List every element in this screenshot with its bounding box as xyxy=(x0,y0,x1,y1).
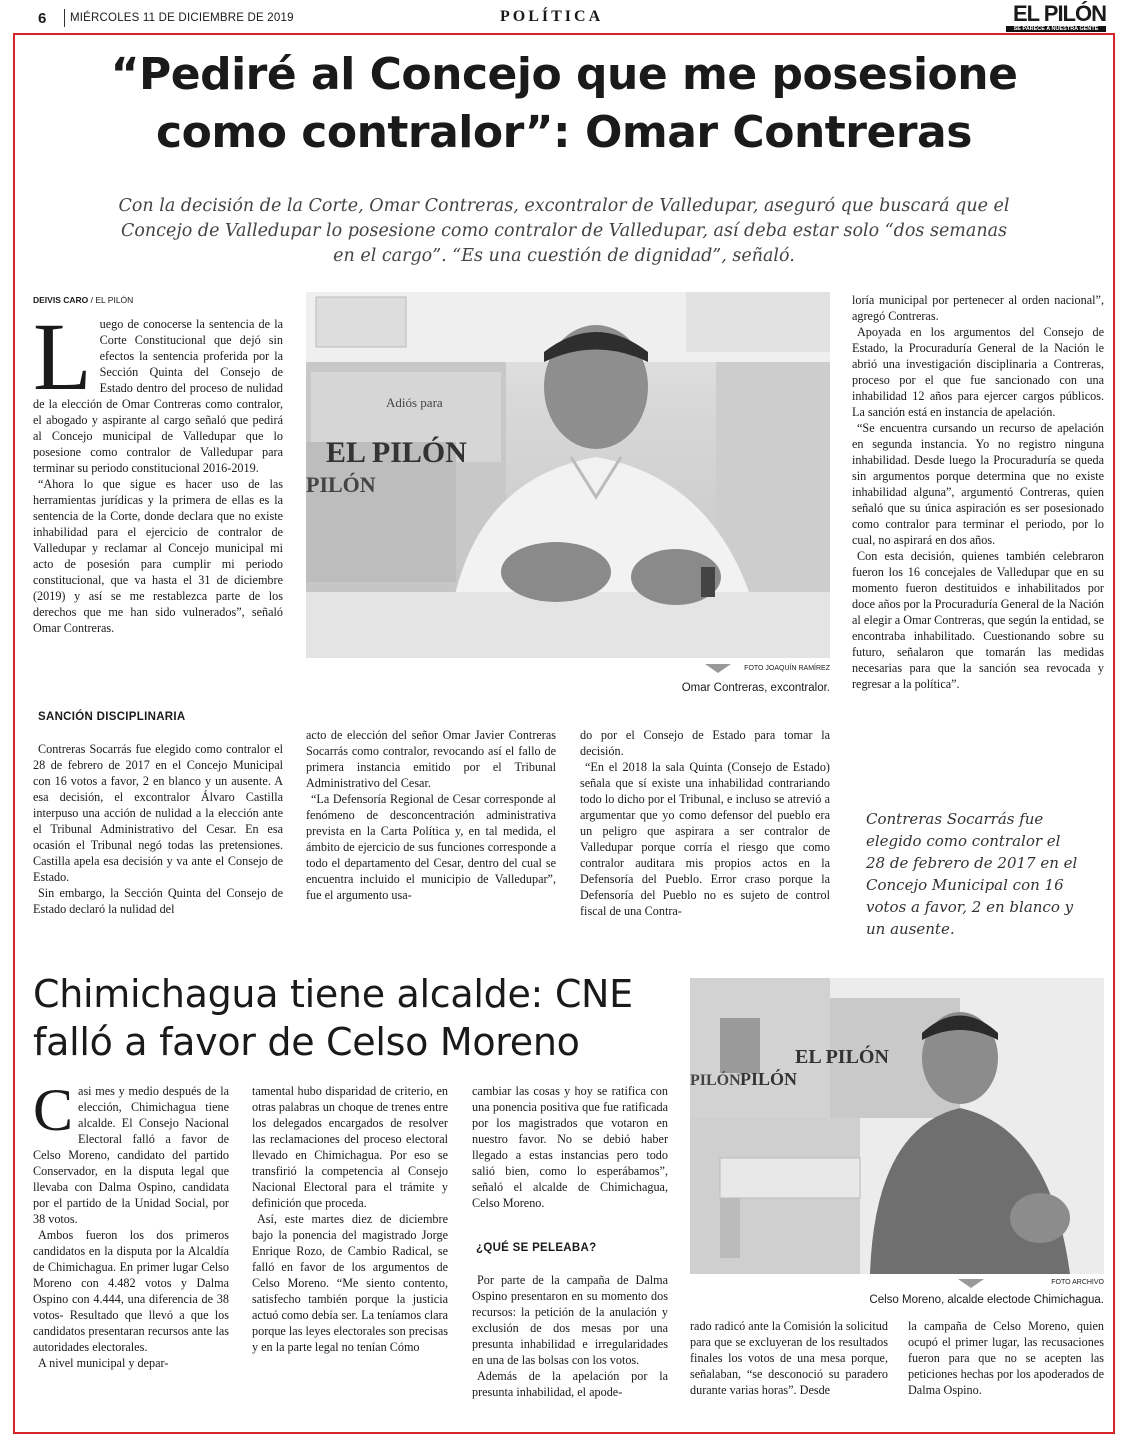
photo-caption: Omar Contreras, excontralor. xyxy=(681,682,830,694)
headline-line: falló a favor de Celso Moreno xyxy=(33,1020,580,1064)
article1-column-1b xyxy=(33,741,283,917)
paragraph: Apoyada en los argumentos del Consejo de Estado, la Procuraduría General de la Nación le abrió una investigación disciplinaria a Contreras, proceso por el que fue sancionado con una inhabilidad 12 años para ejercer cargos públicos. La sanción está en instancia de apelación. xyxy=(852,325,1104,419)
article2-column-2 xyxy=(252,1083,448,1355)
section-name: POLÍTICA xyxy=(500,8,604,25)
paragraph: “Ahora lo que sigue es hacer uso de las herramientas jurídicas y la primera de ellas es la sentencia de la Corte, donde declara que no existe inhabilidad para el ejercicio de contralor de Valledupar y reclamar al Concejo municipal mi acto de posesión para cumplir mi periodo constitucional, que va hasta el 31 de diciembre (2019) y así se me restablezca parte de los derechos que me han sido vulnerados”, señaló Omar Contreras. xyxy=(33,477,283,635)
article2-column-4 xyxy=(690,1318,888,1398)
paragraph: asi mes y medio después de la elección, Chimichagua tiene alcalde. El Consejo Nacional Electoral falló a favor de Celso Moreno, candidato del partido Conservador, en la disputa legal que llevaba con Dalma Ospino, candidata por el partido de la Unidad Social, por 38 votos. xyxy=(33,1084,229,1226)
article1-column-4 xyxy=(852,292,1104,692)
paragraph: cambiar las cosas y hoy se ratifica con una ponencia positiva que fue ratificada por los magistrados que votaron en nuestro favor. No se debió haber llegado a estas instancias pero todo salió bien, como lo esperábamos”, señaló el alcalde de Chimichagua, Celso Moreno. xyxy=(472,1084,668,1210)
byline-outlet: / EL PILÓN xyxy=(88,295,134,305)
newspaper-masthead: PILÓN xyxy=(306,472,376,497)
article1-headline xyxy=(20,46,1108,162)
paragraph: “La Defensoría Regional de Cesar corresponde al fenómeno de desconcentración administrativa prevista en la Carta Política y, en tal medida, el ámbito de ejercicio de sus funciones corresponde a todo el departamento del Cesar, dentro del cual se encuentra incluido el municipio de Valledupar”, fue el argumento usa- xyxy=(306,792,556,902)
paragraph: uego de conocerse la sentencia de la Corte Constitucional que dejó sin efectos la sentencia proferida por la Sección Quinta del Consejo de Estado dentro del proceso de nulidad de la elección de Omar Contreras como contralor, el abogado y aspirante al cargo señaló que pedirá al Concejo municipal de Valledupar que lo posesione como contralor de Valledupar para terminar su periodo constitucional 2016-2019. xyxy=(33,317,283,475)
paragraph: la campaña de Celso Moreno, quien ocupó el primer lugar, las recusaciones fueron para que no se acepten las peticiones hechas por los apoderados de Dalma Ospino. xyxy=(908,1319,1104,1397)
newspaper-headline: Adiós para xyxy=(386,395,443,410)
article1-column-1 xyxy=(33,303,283,636)
dek-line: Con la decisión de la Corte, Omar Contreras, excontralor de Valledupar, aseguró que buscará que el xyxy=(118,196,1010,216)
paragraph: acto de elección del señor Omar Javier Contreras Socarrás como contralor, revocando así el fallo de primera instancia emitido por el Tribunal Administrativo del Cesar. xyxy=(306,728,556,790)
article2-column-1 xyxy=(33,1077,229,1371)
caption-arrow-icon xyxy=(958,1279,984,1288)
newspaper-masthead: PILÓN xyxy=(740,1069,798,1089)
dropcap: C xyxy=(33,1077,74,1143)
page-number: 6 xyxy=(38,10,47,27)
newspaper-masthead: EL PILÓN xyxy=(326,436,467,469)
logo-tagline: SE PARECE A NUESTRA GENTE xyxy=(1006,26,1106,32)
paragraph: Además de la apelación por la presunta inhabilidad, el apode- xyxy=(472,1369,668,1399)
paragraph: Con esta decisión, quienes también celebraron fueron los 16 concejales de Valledupar que en su momento fueron destituidos e inhabilitados por doce años por la Procuraduría General de la Nación al elegir a Omar Contreras, que según la entidad, se encontraba inhabilitado. Cuestionando sobre su futuro, señalaron que tomarán las medidas necesarias para que la sanción sea revocada y regresar a la política”. xyxy=(852,549,1104,691)
paragraph: rado radicó ante la Comisión la solicitud para que se excluyeran de los resultados finales los votos de una mesa porque, señalaban, “se desconoció su paradero durante varias horas”. Desde xyxy=(690,1319,888,1397)
paragraph: Sin embargo, la Sección Quinta del Consejo de Estado declaró la nulidad del xyxy=(33,886,283,916)
issue-date: MIÉRCOLES 11 DE DICIEMBRE DE 2019 xyxy=(70,12,294,24)
paragraph: Ambos fueron los dos primeros candidatos en la disputa por la Alcaldía de Chimichagua. En primer lugar Celso Moreno con 4.482 votos y Dalma Ospino con 4.444, una diferencia de 38 votos- Resultado que llevó a que los candidatos presentaran recursos ante las autoridades electorales. xyxy=(33,1228,229,1354)
newspaper-masthead: EL PILÓN xyxy=(795,1046,889,1068)
article2-column-3 xyxy=(472,1083,668,1211)
newspaper-logo xyxy=(1006,3,1106,32)
paragraph: do por el Consejo de Estado para tomar la decisión. xyxy=(580,728,830,758)
article1-dek xyxy=(60,194,1068,269)
article2-subhead: ¿QUÉ SE PELEABA? xyxy=(476,1242,597,1254)
pull-quote: Contreras Socarrás fue elegido como contralor el 28 de febrero de 2017 en el Concejo Municipal con 16 votos a favor, 2 en blanco y un ausente. xyxy=(866,810,1078,938)
omar-contreras-photo xyxy=(306,292,830,658)
article1-column-2 xyxy=(306,727,556,903)
logo-text: EL PILÓN xyxy=(1012,1,1106,26)
celso-moreno-photo xyxy=(690,978,1104,1274)
paragraph: Contreras Socarrás fue elegido como contralor el 28 de febrero de 2017 en el Concejo Municipal con 16 votos a favor, 2 en blanco y un ausente. A esa decisión, el excontralor Álvaro Castilla interpuso una acción de nulidad a la elección ante el Tribunal Administrativo del Cesar. En esa ocasión el Tribunal negó todas las pretensiones. Castilla apela esa decisión y va ante el Consejo de Estado. xyxy=(33,742,283,884)
photo-credit: FOTO JOAQUÍN RAMÍREZ xyxy=(744,665,830,672)
headline-line: “Pediré al Concejo que me posesione xyxy=(110,49,1018,100)
photo-caption: Celso Moreno, alcalde electode Chimichagua. xyxy=(869,1294,1104,1306)
paragraph: loría municipal por pertenecer al orden nacional”, agregó Contreras. xyxy=(852,293,1104,323)
paragraph: Por parte de la campaña de Dalma Ospino presentaron en su momento dos recursos: la petición de la anulación y exclusión de dos mesas por una presunta inhabilidad e irregularidades en una de las bolsas con los votos. xyxy=(472,1273,668,1367)
article1-subhead: SANCIÓN DISCIPLINARIA xyxy=(38,711,186,723)
headline-line: Chimichagua tiene alcalde: CNE xyxy=(33,972,633,1016)
photo-illustration xyxy=(690,978,1104,1274)
article1-column-3 xyxy=(580,727,830,919)
dek-line: Concejo de Valledupar lo posesione como contralor de Valledupar, así deba estar solo “dos semanas xyxy=(120,221,1008,241)
headline-line: como contralor”: Omar Contreras xyxy=(156,107,972,158)
paragraph: “En el 2018 la sala Quinta (Consejo de Estado) señala que sí existe una inhabilidad contrariando todo lo dicho por el Tribunal, e incluso se atrevió a argumentar que yo como defensor del pueblo era un peligro que aspirara a ser contralor de Valledupar porque corría el riesgo que como contralor auditara mis propios actos en la Defensoría del Pueblo. Error craso porque la Defensoría del Pueblo no es sujeto de control fiscal de una Contra- xyxy=(580,760,830,918)
article2-column-5 xyxy=(908,1318,1104,1398)
article2-column-3b xyxy=(472,1272,668,1400)
photo-illustration xyxy=(306,292,830,658)
header-divider xyxy=(64,9,65,27)
photo-credit: FOTO ARCHIVO xyxy=(1051,1279,1104,1286)
article2-headline xyxy=(33,970,673,1066)
paragraph: tamental hubo disparidad de criterio, en otras palabras un choque de trenes entre los delegados encargados de resolver las reclamaciones del proceso electoral llevado en Chimichagua. Por eso se transfirió la competencia al Consejo Nacional Electoral para el trámite y definición que proceda. xyxy=(252,1084,448,1210)
dropcap: L xyxy=(33,303,92,410)
dek-line: en el cargo”. “Es una cuestión de dignidad”, señaló. xyxy=(333,246,795,266)
byline-author: DEIVIS CARO xyxy=(33,295,89,305)
newspaper-masthead: PILÓN xyxy=(690,1072,741,1089)
paragraph: A nivel municipal y depar- xyxy=(38,1356,169,1370)
paragraph: “Se encuentra cursando un recurso de apelación en segunda instancia. Yo no registro ninguna inhabilidad. Desde luego la Procuraduría se queda sin argumentos porque determina que no existe inhabilidad alguna”, argumentó Contreras, quien señaló que su única aspiración es ser posesionado como contralor para terminar el periodo, por lo cual, no aspirará en dos años. xyxy=(852,421,1104,547)
paragraph: Así, este martes diez de diciembre bajo la ponencia del magistrado Jorge Enrique Rozo, de Cambio Radical, se falló en favor de los argumentos de Celso Moreno. “Me siento contento, satisfecho también porque la justicia actuó como debía ser. La teníamos clara porque las leyes electorales son precisas y en la parte legal no tenían Cómo xyxy=(252,1212,448,1354)
